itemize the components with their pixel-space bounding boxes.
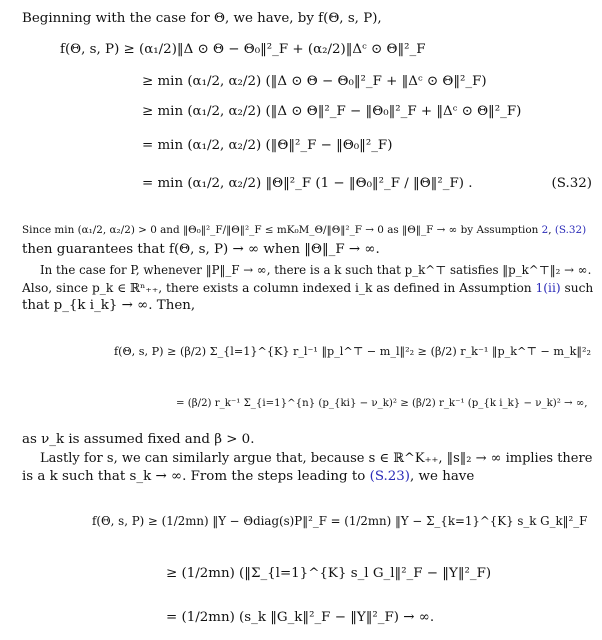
then-text: then guarantees that f(Θ, s, P) → ∞ when ‖Θ‖_F → ∞. [22,242,380,257]
assumption-1ii-link[interactable]: 1(ii) [535,281,561,295]
eq-p-1: f(Θ, s, P) ≥ (β/2) Σ_{l=1}^{K} r_l⁻¹ ‖p_l^⊤ − m_l‖²₂ ≥ (β/2) r_k⁻¹ ‖p_k^⊤ − m_k‖²₂ [114,345,591,358]
eq-theta-4: = min (α₁/2, α₂/2) (‖Θ‖²_F − ‖Θ₀‖²_F) [142,138,393,153]
eq-theta-3: ≥ min (α₁/2, α₂/2) (‖Δ ⊙ Θ‖²_F − ‖Θ₀‖²_F + ‖Δᶜ ⊙ Θ‖²_F) [142,104,522,119]
case-p-text: In the case for P, whenever ‖P‖_F → ∞, there is a k such that p_k^⊤ satisfies ‖p_k^⊤‖₂ → ∞. [40,263,592,277]
eq-theta-2: ≥ min (α₁/2, α₂/2) (‖Δ ⊙ Θ − Θ₀‖²_F + ‖Δᶜ ⊙ Θ‖²_F) [142,74,487,89]
lastly-text: Lastly for s, we can similarly argue that, because s ∈ ℝ^K₊₊, ‖s‖₂ → ∞ implies there [40,451,593,466]
as-nu-text: as ν_k is assumed fixed and β > 0. [22,432,255,447]
eq-theta-1: f(Θ, s, P) ≥ (α₁/2)‖Δ ⊙ Θ − Θ₀‖²_F + (α₂/2)‖Δᶜ ⊙ Θ‖²_F [60,42,426,57]
eq-p-2: = (β/2) r_k⁻¹ Σ_{i=1}^{n} (p_{ki} − ν_k)² ≥ (β/2) r_k⁻¹ (p_{k i_k} − ν_k)² → ∞, [176,398,588,409]
eq-s32-link[interactable]: (S.32) [554,224,587,236]
isak-text: is a k such that s_k → ∞. From the steps leading to [22,469,366,484]
also-text: Also, since p_k ∈ ℝⁿ₊₊, there exists a column indexed i_k as defined in Assumption [22,281,532,295]
eq-s-1: f(Θ, s, P) ≥ (1/2mn) ‖Y − Θdiag(s)P‖²_F = (1/2mn) ‖Y − Σ_{k=1}^{K} s_k G_k‖²_F [92,514,588,528]
since-text: Since min (α₁/2, α₂/2) > 0 and ‖Θ₀‖²_F/‖Θ‖²_F ≤ mK₀M_Θ/‖Θ‖²_F → 0 as ‖Θ‖_F → ∞ by Assumption [22,224,539,236]
also-tail: such [564,281,594,295]
intro-text: Beginning with the case for Θ, we have, by f(Θ, s, P), [22,11,382,26]
equation-number-s32: (S.32) [551,176,592,191]
eq-s23-link[interactable]: (S.23) [369,469,411,484]
isak-line [22,469,474,485]
eq-s-2: ≥ (1/2mn) (‖Σ_{l=1}^{K} s_l G_l‖²_F − ‖Y‖²_F) [166,566,492,581]
since-line: Since min (α₁/2, α₂/2) > 0 and ‖Θ₀‖²_F/‖Θ‖²_F ≤ mK₀M_Θ/‖Θ‖²_F → 0 as ‖Θ‖_F → ∞ by Assumption 2, (S.32) [22,224,587,236]
eq-s-3: = (1/2mn) (s_k ‖G_k‖²_F − ‖Y‖²_F) → ∞. [166,610,435,625]
assumption-2-link[interactable]: 2 [541,224,549,236]
eq-theta-5: = min (α₁/2, α₂/2) ‖Θ‖²_F (1 − ‖Θ₀‖²_F / ‖Θ‖²_F) . [142,176,473,191]
also-line [22,280,593,296]
isak-tail: , we have [410,469,475,484]
that-text: that p_{k i_k} → ∞. Then, [22,298,196,313]
